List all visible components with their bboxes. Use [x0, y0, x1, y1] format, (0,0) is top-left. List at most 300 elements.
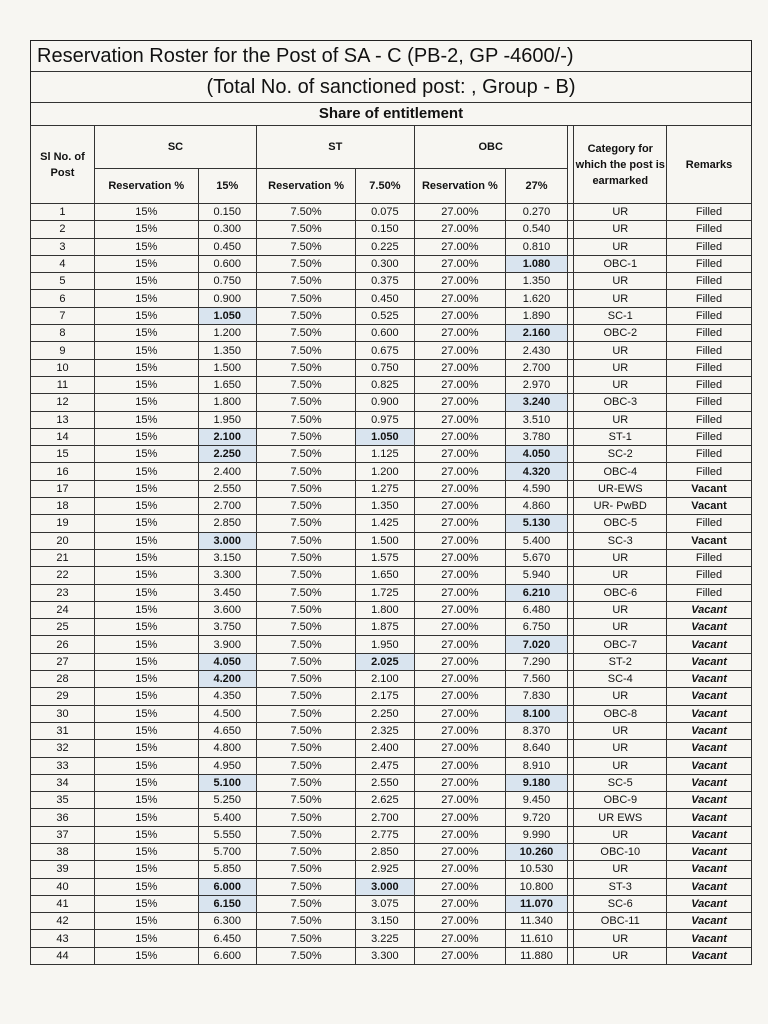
cell-sl-no: 21	[31, 549, 95, 566]
cell-sc-reservation: 15%	[94, 636, 198, 653]
cell-category: UR	[574, 619, 667, 636]
cell-remarks: Vacant	[667, 688, 752, 705]
table-row	[31, 515, 752, 532]
cell-st-share: 1.275	[356, 480, 414, 497]
cell-obc-share: 2.430	[506, 342, 568, 359]
header-st-reservation: Reservation %	[256, 169, 355, 204]
cell-gap	[567, 480, 574, 497]
cell-st-share: 2.025	[356, 653, 414, 670]
cell-obc-share: 11.610	[506, 930, 568, 947]
cell-remarks: Vacant	[667, 792, 752, 809]
cell-st-share: 0.900	[356, 394, 414, 411]
cell-remarks: Filled	[667, 359, 752, 376]
cell-category: ST-1	[574, 428, 667, 445]
cell-gap	[567, 861, 574, 878]
cell-st-share: 2.400	[356, 740, 414, 757]
cell-obc-share: 3.240	[506, 394, 568, 411]
cell-sc-reservation: 15%	[94, 428, 198, 445]
cell-st-share: 2.700	[356, 809, 414, 826]
cell-gap	[567, 359, 574, 376]
cell-sc-share: 1.950	[198, 411, 256, 428]
cell-sc-share: 1.500	[198, 359, 256, 376]
header-st-percent: 7.50%	[356, 169, 414, 204]
cell-sc-reservation: 15%	[94, 394, 198, 411]
header-sc-reservation: Reservation %	[94, 169, 198, 204]
cell-sc-reservation: 15%	[94, 947, 198, 964]
cell-sc-reservation: 15%	[94, 584, 198, 601]
cell-st-reservation: 7.50%	[256, 221, 355, 238]
header-sl-no: Sl No. of Post	[31, 126, 95, 204]
table-row	[31, 290, 752, 307]
cell-gap	[567, 826, 574, 843]
cell-remarks: Vacant	[667, 671, 752, 688]
cell-obc-share: 6.480	[506, 601, 568, 618]
cell-st-reservation: 7.50%	[256, 878, 355, 895]
cell-st-reservation: 7.50%	[256, 532, 355, 549]
cell-remarks: Vacant	[667, 809, 752, 826]
cell-st-share: 2.475	[356, 757, 414, 774]
cell-obc-reservation: 27.00%	[414, 653, 506, 670]
cell-remarks: Filled	[667, 221, 752, 238]
cell-sc-share: 4.350	[198, 688, 256, 705]
cell-obc-share: 7.830	[506, 688, 568, 705]
cell-gap	[567, 376, 574, 393]
cell-st-reservation: 7.50%	[256, 947, 355, 964]
cell-gap	[567, 809, 574, 826]
cell-sl-no: 7	[31, 307, 95, 324]
cell-sc-share: 4.050	[198, 653, 256, 670]
cell-sl-no: 36	[31, 809, 95, 826]
table-row	[31, 774, 752, 791]
cell-st-share: 3.225	[356, 930, 414, 947]
cell-st-share: 0.675	[356, 342, 414, 359]
cell-sc-reservation: 15%	[94, 238, 198, 255]
cell-obc-reservation: 27.00%	[414, 705, 506, 722]
cell-sl-no: 26	[31, 636, 95, 653]
cell-gap	[567, 515, 574, 532]
cell-st-share: 0.825	[356, 376, 414, 393]
cell-sc-reservation: 15%	[94, 446, 198, 463]
cell-st-reservation: 7.50%	[256, 861, 355, 878]
cell-st-reservation: 7.50%	[256, 307, 355, 324]
cell-obc-share: 5.940	[506, 567, 568, 584]
cell-obc-reservation: 27.00%	[414, 359, 506, 376]
cell-st-reservation: 7.50%	[256, 238, 355, 255]
table-row	[31, 740, 752, 757]
cell-remarks: Vacant	[667, 757, 752, 774]
cell-category: UR	[574, 722, 667, 739]
cell-st-share: 1.575	[356, 549, 414, 566]
cell-remarks: Vacant	[667, 498, 752, 515]
table-row	[31, 653, 752, 670]
cell-sc-reservation: 15%	[94, 376, 198, 393]
cell-st-reservation: 7.50%	[256, 394, 355, 411]
cell-sc-reservation: 15%	[94, 204, 198, 221]
cell-remarks: Vacant	[667, 480, 752, 497]
cell-gap	[567, 930, 574, 947]
cell-obc-share: 1.620	[506, 290, 568, 307]
cell-obc-reservation: 27.00%	[414, 757, 506, 774]
cell-sl-no: 30	[31, 705, 95, 722]
cell-sc-reservation: 15%	[94, 895, 198, 912]
title-box	[30, 40, 752, 125]
cell-category: UR	[574, 238, 667, 255]
cell-remarks: Filled	[667, 273, 752, 290]
cell-sl-no: 19	[31, 515, 95, 532]
header-category: Category for which the post is earmarked	[574, 126, 667, 204]
cell-obc-share: 3.780	[506, 428, 568, 445]
cell-sc-share: 4.800	[198, 740, 256, 757]
cell-sc-share: 0.150	[198, 204, 256, 221]
cell-obc-reservation: 27.00%	[414, 325, 506, 342]
cell-obc-share: 0.540	[506, 221, 568, 238]
cell-gap	[567, 792, 574, 809]
cell-remarks: Vacant	[667, 722, 752, 739]
cell-obc-share: 5.670	[506, 549, 568, 566]
cell-sc-reservation: 15%	[94, 913, 198, 930]
cell-st-reservation: 7.50%	[256, 653, 355, 670]
cell-remarks: Vacant	[667, 636, 752, 653]
cell-gap	[567, 740, 574, 757]
cell-sl-no: 41	[31, 895, 95, 912]
cell-sl-no: 17	[31, 480, 95, 497]
cell-sc-share: 0.750	[198, 273, 256, 290]
cell-remarks: Filled	[667, 584, 752, 601]
cell-st-share: 0.300	[356, 255, 414, 272]
cell-sc-reservation: 15%	[94, 342, 198, 359]
cell-obc-share: 9.990	[506, 826, 568, 843]
cell-category: UR	[574, 861, 667, 878]
table-row	[31, 895, 752, 912]
cell-st-share: 3.150	[356, 913, 414, 930]
cell-st-reservation: 7.50%	[256, 930, 355, 947]
cell-category: OBC-11	[574, 913, 667, 930]
cell-sl-no: 11	[31, 376, 95, 393]
cell-gap	[567, 653, 574, 670]
cell-category: SC-4	[574, 671, 667, 688]
table-row	[31, 601, 752, 618]
cell-sc-reservation: 15%	[94, 792, 198, 809]
cell-sc-share: 1.350	[198, 342, 256, 359]
cell-obc-reservation: 27.00%	[414, 688, 506, 705]
cell-obc-reservation: 27.00%	[414, 221, 506, 238]
cell-category: UR	[574, 740, 667, 757]
cell-st-share: 0.225	[356, 238, 414, 255]
cell-st-reservation: 7.50%	[256, 843, 355, 860]
cell-category: UR	[574, 273, 667, 290]
cell-obc-reservation: 27.00%	[414, 255, 506, 272]
table-row	[31, 428, 752, 445]
cell-gap	[567, 532, 574, 549]
cell-gap	[567, 446, 574, 463]
cell-sc-reservation: 15%	[94, 325, 198, 342]
cell-sc-share: 5.100	[198, 774, 256, 791]
cell-obc-reservation: 27.00%	[414, 376, 506, 393]
cell-category: UR	[574, 947, 667, 964]
cell-st-reservation: 7.50%	[256, 498, 355, 515]
cell-category: UR	[574, 688, 667, 705]
header-gap	[567, 126, 574, 204]
cell-sc-reservation: 15%	[94, 273, 198, 290]
cell-sc-reservation: 15%	[94, 809, 198, 826]
cell-obc-share: 2.970	[506, 376, 568, 393]
cell-sc-share: 3.000	[198, 532, 256, 549]
cell-st-reservation: 7.50%	[256, 792, 355, 809]
cell-obc-reservation: 27.00%	[414, 740, 506, 757]
table-row	[31, 394, 752, 411]
cell-sc-share: 5.550	[198, 826, 256, 843]
cell-sl-no: 8	[31, 325, 95, 342]
table-row	[31, 843, 752, 860]
cell-obc-share: 4.860	[506, 498, 568, 515]
cell-obc-reservation: 27.00%	[414, 913, 506, 930]
cell-sc-reservation: 15%	[94, 255, 198, 272]
cell-st-reservation: 7.50%	[256, 757, 355, 774]
cell-sc-reservation: 15%	[94, 671, 198, 688]
cell-sc-share: 3.750	[198, 619, 256, 636]
cell-obc-reservation: 27.00%	[414, 342, 506, 359]
cell-category: SC-6	[574, 895, 667, 912]
cell-gap	[567, 325, 574, 342]
cell-st-share: 3.000	[356, 878, 414, 895]
cell-sc-reservation: 15%	[94, 861, 198, 878]
cell-st-share: 0.450	[356, 290, 414, 307]
cell-obc-reservation: 27.00%	[414, 722, 506, 739]
cell-sc-reservation: 15%	[94, 463, 198, 480]
cell-sl-no: 40	[31, 878, 95, 895]
cell-st-reservation: 7.50%	[256, 463, 355, 480]
cell-sc-reservation: 15%	[94, 359, 198, 376]
cell-obc-share: 8.100	[506, 705, 568, 722]
cell-obc-share: 1.350	[506, 273, 568, 290]
table-row	[31, 705, 752, 722]
header-remarks: Remarks	[667, 126, 752, 204]
cell-st-reservation: 7.50%	[256, 688, 355, 705]
cell-gap	[567, 774, 574, 791]
cell-sc-share: 2.850	[198, 515, 256, 532]
cell-sc-share: 2.700	[198, 498, 256, 515]
cell-st-share: 0.750	[356, 359, 414, 376]
cell-obc-reservation: 27.00%	[414, 567, 506, 584]
cell-category: ST-3	[574, 878, 667, 895]
cell-gap	[567, 688, 574, 705]
header-obc: OBC	[414, 126, 567, 169]
cell-sc-share: 4.950	[198, 757, 256, 774]
cell-gap	[567, 411, 574, 428]
cell-obc-share: 1.890	[506, 307, 568, 324]
cell-sc-share: 3.300	[198, 567, 256, 584]
cell-remarks: Filled	[667, 204, 752, 221]
cell-gap	[567, 498, 574, 515]
cell-sl-no: 38	[31, 843, 95, 860]
cell-st-share: 1.800	[356, 601, 414, 618]
cell-sl-no: 43	[31, 930, 95, 947]
cell-obc-share: 2.160	[506, 325, 568, 342]
cell-obc-reservation: 27.00%	[414, 636, 506, 653]
cell-category: UR	[574, 826, 667, 843]
cell-category: SC-2	[574, 446, 667, 463]
cell-category: UR EWS	[574, 809, 667, 826]
cell-obc-share: 4.590	[506, 480, 568, 497]
cell-obc-reservation: 27.00%	[414, 584, 506, 601]
cell-category: OBC-6	[574, 584, 667, 601]
table-row	[31, 567, 752, 584]
cell-gap	[567, 394, 574, 411]
cell-category: OBC-5	[574, 515, 667, 532]
cell-remarks: Filled	[667, 342, 752, 359]
cell-sc-share: 4.650	[198, 722, 256, 739]
cell-remarks: Vacant	[667, 740, 752, 757]
cell-category: UR	[574, 342, 667, 359]
cell-sl-no: 12	[31, 394, 95, 411]
cell-st-reservation: 7.50%	[256, 722, 355, 739]
cell-obc-reservation: 27.00%	[414, 809, 506, 826]
cell-sc-share: 5.700	[198, 843, 256, 860]
cell-obc-reservation: 27.00%	[414, 273, 506, 290]
cell-gap	[567, 428, 574, 445]
cell-obc-reservation: 27.00%	[414, 549, 506, 566]
cell-sl-no: 15	[31, 446, 95, 463]
cell-category: UR	[574, 601, 667, 618]
cell-st-share: 1.950	[356, 636, 414, 653]
table-row	[31, 463, 752, 480]
cell-st-share: 1.200	[356, 463, 414, 480]
cell-sl-no: 13	[31, 411, 95, 428]
cell-remarks: Vacant	[667, 826, 752, 843]
cell-st-share: 1.650	[356, 567, 414, 584]
cell-sc-reservation: 15%	[94, 757, 198, 774]
cell-sc-reservation: 15%	[94, 653, 198, 670]
cell-sl-no: 25	[31, 619, 95, 636]
cell-sc-reservation: 15%	[94, 601, 198, 618]
cell-gap	[567, 895, 574, 912]
cell-obc-reservation: 27.00%	[414, 947, 506, 964]
cell-st-share: 0.075	[356, 204, 414, 221]
cell-gap	[567, 290, 574, 307]
cell-obc-reservation: 27.00%	[414, 532, 506, 549]
cell-obc-share: 6.210	[506, 584, 568, 601]
table-row	[31, 688, 752, 705]
cell-st-share: 2.250	[356, 705, 414, 722]
cell-st-share: 0.975	[356, 411, 414, 428]
cell-sl-no: 44	[31, 947, 95, 964]
cell-obc-share: 11.340	[506, 913, 568, 930]
table-row	[31, 342, 752, 359]
cell-obc-share: 4.320	[506, 463, 568, 480]
cell-sl-no: 5	[31, 273, 95, 290]
cell-category: UR- PwBD	[574, 498, 667, 515]
cell-remarks: Filled	[667, 463, 752, 480]
table-row	[31, 480, 752, 497]
table-row	[31, 359, 752, 376]
table-row	[31, 307, 752, 324]
cell-remarks: Vacant	[667, 913, 752, 930]
cell-gap	[567, 238, 574, 255]
cell-category: UR	[574, 204, 667, 221]
cell-remarks: Vacant	[667, 705, 752, 722]
cell-sl-no: 1	[31, 204, 95, 221]
cell-sc-share: 0.600	[198, 255, 256, 272]
cell-obc-reservation: 27.00%	[414, 307, 506, 324]
cell-st-share: 0.600	[356, 325, 414, 342]
header-sc-percent: 15%	[198, 169, 256, 204]
cell-st-share: 1.125	[356, 446, 414, 463]
cell-obc-share: 8.910	[506, 757, 568, 774]
table-row	[31, 792, 752, 809]
cell-obc-reservation: 27.00%	[414, 878, 506, 895]
cell-category: UR	[574, 290, 667, 307]
cell-sl-no: 14	[31, 428, 95, 445]
cell-remarks: Vacant	[667, 619, 752, 636]
cell-remarks: Filled	[667, 290, 752, 307]
cell-st-share: 2.325	[356, 722, 414, 739]
cell-st-share: 1.875	[356, 619, 414, 636]
cell-gap	[567, 843, 574, 860]
cell-gap	[567, 342, 574, 359]
cell-sc-reservation: 15%	[94, 619, 198, 636]
cell-st-reservation: 7.50%	[256, 895, 355, 912]
cell-sc-reservation: 15%	[94, 567, 198, 584]
cell-st-reservation: 7.50%	[256, 342, 355, 359]
cell-sc-share: 5.400	[198, 809, 256, 826]
cell-sc-share: 1.800	[198, 394, 256, 411]
cell-obc-share: 9.720	[506, 809, 568, 826]
table-row	[31, 325, 752, 342]
cell-sl-no: 4	[31, 255, 95, 272]
cell-sc-share: 3.900	[198, 636, 256, 653]
roster-table	[30, 125, 752, 965]
cell-sc-share: 4.200	[198, 671, 256, 688]
cell-obc-share: 7.290	[506, 653, 568, 670]
table-row	[31, 619, 752, 636]
cell-obc-reservation: 27.00%	[414, 895, 506, 912]
cell-remarks: Filled	[667, 376, 752, 393]
cell-category: OBC-8	[574, 705, 667, 722]
cell-st-share: 1.050	[356, 428, 414, 445]
cell-category: OBC-9	[574, 792, 667, 809]
cell-obc-reservation: 27.00%	[414, 792, 506, 809]
cell-remarks: Vacant	[667, 601, 752, 618]
cell-sl-no: 42	[31, 913, 95, 930]
cell-st-reservation: 7.50%	[256, 325, 355, 342]
cell-sc-reservation: 15%	[94, 722, 198, 739]
table-row	[31, 947, 752, 964]
cell-category: UR	[574, 567, 667, 584]
cell-st-share: 3.075	[356, 895, 414, 912]
roster-body	[31, 204, 752, 965]
cell-obc-share: 8.640	[506, 740, 568, 757]
cell-obc-share: 10.260	[506, 843, 568, 860]
cell-gap	[567, 913, 574, 930]
cell-sc-share: 0.300	[198, 221, 256, 238]
cell-sl-no: 35	[31, 792, 95, 809]
cell-sc-reservation: 15%	[94, 705, 198, 722]
cell-remarks: Vacant	[667, 947, 752, 964]
cell-sl-no: 29	[31, 688, 95, 705]
cell-st-reservation: 7.50%	[256, 515, 355, 532]
cell-sc-reservation: 15%	[94, 549, 198, 566]
cell-gap	[567, 221, 574, 238]
cell-gap	[567, 273, 574, 290]
cell-category: UR-EWS	[574, 480, 667, 497]
cell-obc-reservation: 27.00%	[414, 930, 506, 947]
cell-sc-reservation: 15%	[94, 411, 198, 428]
table-row	[31, 636, 752, 653]
cell-remarks: Vacant	[667, 532, 752, 549]
cell-obc-share: 5.130	[506, 515, 568, 532]
cell-obc-reservation: 27.00%	[414, 394, 506, 411]
table-row	[31, 584, 752, 601]
